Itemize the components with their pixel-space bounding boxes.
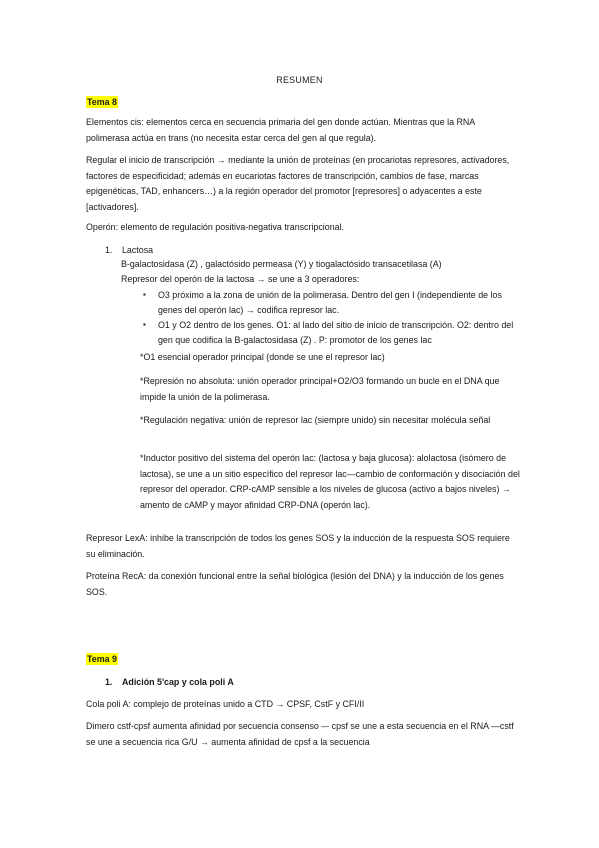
list-number: 1. (105, 677, 113, 687)
paragraph-reca: Proteína RecA: da conexión funcional entre la señal biológica (lesión del DNA) y la inducción de los genes SOS. (86, 571, 504, 597)
section-heading-tema9: Tema 9 (87, 654, 117, 664)
bullet-marker: ▪ (143, 290, 146, 299)
page-title: RESUMEN (276, 75, 323, 85)
paragraph-operon: Operón: elemento de regulación positiva-negativa transcripcional. (86, 222, 345, 232)
list-item-cap-poly-a (105, 675, 234, 689)
lactosa-repressor-line: Represor del operón de la lactosa → se une a 3 operadores: (121, 274, 360, 284)
section-heading-tema8: Tema 8 (87, 97, 117, 107)
lactosa-enzymes-line: B-galactosidasa (Z) , galactósido permeasa (Y) y tiogalactósido transacetilasa (A) (121, 259, 442, 269)
paragraph-lexa: Represor LexA: inhibe la transcripción de todos los genes SOS y la inducción de la respuesta SOS requiere su eliminación. (86, 533, 510, 559)
note-positive-inducer: *Inductor positivo del sistema del operón lac: (lactosa y baja glucosa): alolactosa (isómero de lactosa), se une a un sitio específico del represor lac—cambio de conformación y disociación del represor del operador. CRP-cAMP sensible a los niveles de glucosa (activo a bajos niveles) → amento de cAMP y mayor afinidad CRP-DNA (operón lac). (140, 453, 520, 510)
list-item-label: Lactosa (122, 245, 154, 255)
note-repression: *Represión no absoluta: unión operador principal+O2/O3 formando un bucle en el DNA que impide la unión de la polimerasa. (140, 376, 500, 402)
paragraph-dimero-cstf-cpsf: Dimero cstf-cpsf aumenta afinidad por secuencia consenso –- cpsf se une a esta secuencia en el RNA —cstf se une a secuencia rica G/U → aumenta afinidad de cpsf a la secuencia (86, 721, 514, 747)
bullet-o1-o2: O1 y O2 dentro de los genes. O1: al lado del sitio de inicio de transcripción. O2: dentro del gen que codifica la B-galactosidasa (Z) . P: promotor de los genes lac (158, 320, 514, 345)
bullet-marker: ▪ (143, 320, 146, 329)
note-negative-regulation: *Regulación negativa: unión de represor lac (siempre unido) sin necesitar molécula señal (140, 415, 491, 425)
list-number: 1. (105, 245, 113, 255)
bullet-o3: O3 próximo a la zona de unión de la polimerasa. Dentro del gen I (independiente de los genes del operón lac) → codifica represor lac. (158, 290, 502, 315)
list-item-label: Adición 5'cap y cola poli A (122, 677, 234, 687)
list-item-lactosa (105, 243, 153, 257)
paragraph-transcription-regulation: Regular el inicio de transcripción → mediante la unión de proteínas (en procariotas represores, activadores, factores de especificidad; además en eucariotas factores de transcripción, cambios de fase, marcas epigenéticas, TAD, enhancers…) a la región operador del promotor [represores] o adyacentes a este [activadores]. (86, 155, 510, 212)
note-o1: *O1 esencial operador principal (donde se une el represor lac) (140, 352, 385, 362)
paragraph-cola-poli-a: Cola poli A: complejo de proteínas unido a CTD → CPSF, CstF y CFI/II (86, 699, 365, 709)
paragraph-cis-elements: Elementos cis: elementos cerca en secuencia primaria del gen donde actúan. Mientras que la RNA polimerasa actúa en trans (no necesita estar cerca del gen al que regula). (86, 117, 475, 143)
